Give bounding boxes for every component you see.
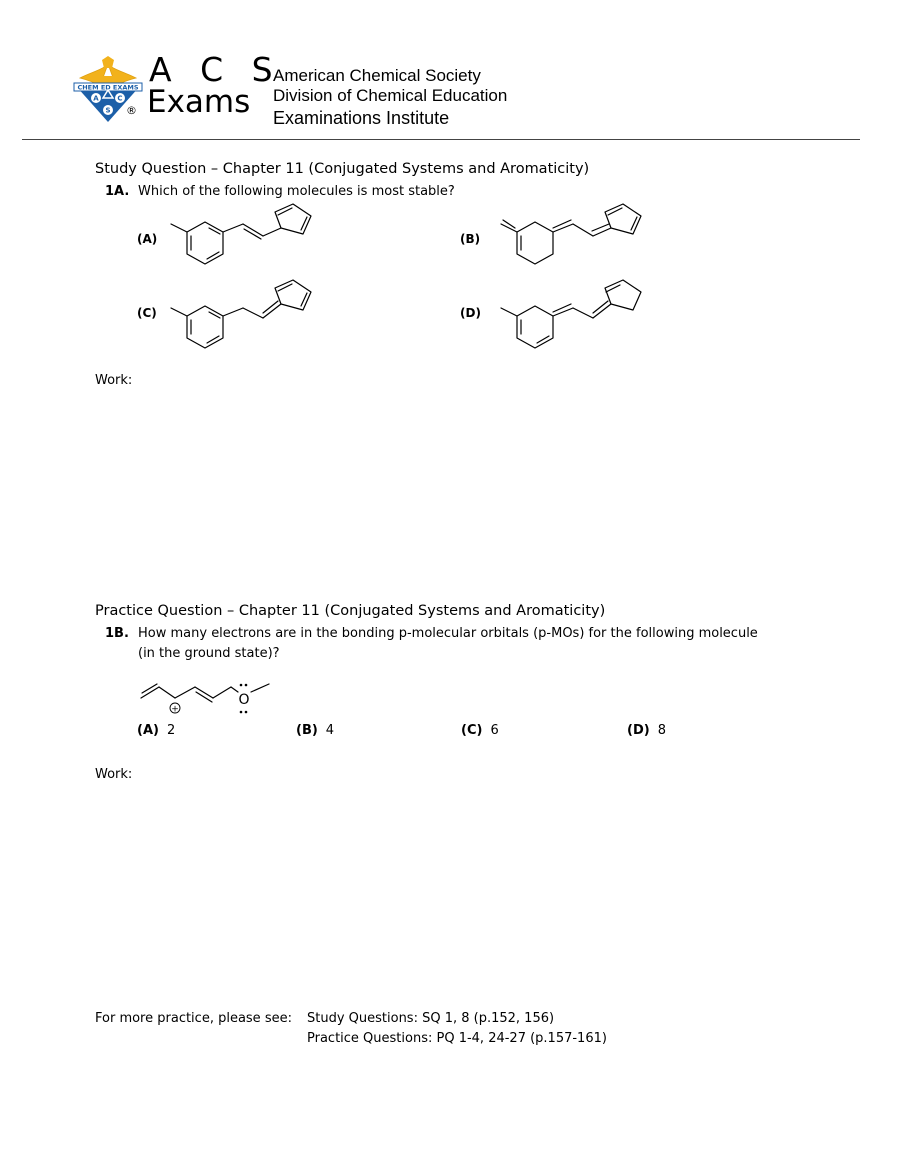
answer-b (296, 723, 334, 738)
answer-c (461, 723, 499, 738)
study-number: 1A. (105, 184, 130, 199)
answer-b-value: 4 (325, 723, 335, 738)
study-option-a-label: (A) (137, 232, 158, 246)
charge-plus: + (171, 704, 179, 715)
molecule-a (165, 198, 325, 278)
molecule-c (165, 272, 325, 352)
badge-letter-c: C (117, 94, 123, 103)
answer-c-value: 6 (490, 723, 499, 738)
badge-letter-s: S (105, 106, 111, 115)
practice-heading: Practice Question – Chapter 11 (Conjugated Systems and Aromaticity) (95, 603, 606, 619)
answer-c-label: (C) (461, 723, 483, 738)
registered-mark: ® (126, 104, 137, 117)
answer-d-value: 8 (657, 723, 666, 738)
logo-wordmark-acs: A C S (149, 50, 282, 89)
oxygen-atom: O (238, 692, 250, 708)
org-line-1: American Chemical Society (273, 66, 481, 85)
practice-question-line-2: (in the ground state)? (138, 646, 280, 661)
org-line-3: Examinations Institute (273, 108, 450, 128)
answer-a-label: (A) (137, 723, 159, 738)
answer-b-label: (B) (296, 723, 318, 738)
study-question: Which of the following molecules is most stable? (138, 184, 455, 199)
footer-lead: For more practice, please see: (95, 1011, 292, 1026)
study-option-b-label: (B) (460, 232, 481, 246)
header-divider (22, 139, 860, 140)
logo-wordmark-exams: Exams (147, 84, 251, 120)
answer-d-label: (D) (627, 723, 650, 738)
practice-question-line-1: How many electrons are in the bonding p-molecular orbitals (p-MOs) for the following molecule (138, 626, 758, 641)
molecule-b (495, 198, 655, 278)
badge-letter-a: A (93, 94, 99, 103)
footer-study-ref: Study Questions: SQ 1, 8 (p.152, 156) (307, 1011, 555, 1026)
molecule-d (495, 272, 655, 352)
practice-number: 1B. (105, 626, 129, 641)
badge-text: CHEM ED EXAMS (77, 83, 139, 92)
molecule-cation-ether (135, 676, 285, 722)
answer-a (137, 723, 175, 738)
practice-work-label: Work: (95, 767, 133, 782)
footer-practice-ref: Practice Questions: PQ 1-4, 24-27 (p.157-161) (307, 1031, 607, 1046)
answer-d (627, 723, 666, 738)
study-work-label: Work: (95, 373, 133, 388)
study-option-c-label: (C) (137, 306, 157, 320)
answer-a-value: 2 (166, 723, 176, 738)
study-heading: Study Question – Chapter 11 (Conjugated Systems and Aromaticity) (95, 161, 590, 177)
org-line-2: Division of Chemical Education (273, 86, 508, 105)
study-option-d-label: (D) (460, 306, 481, 320)
